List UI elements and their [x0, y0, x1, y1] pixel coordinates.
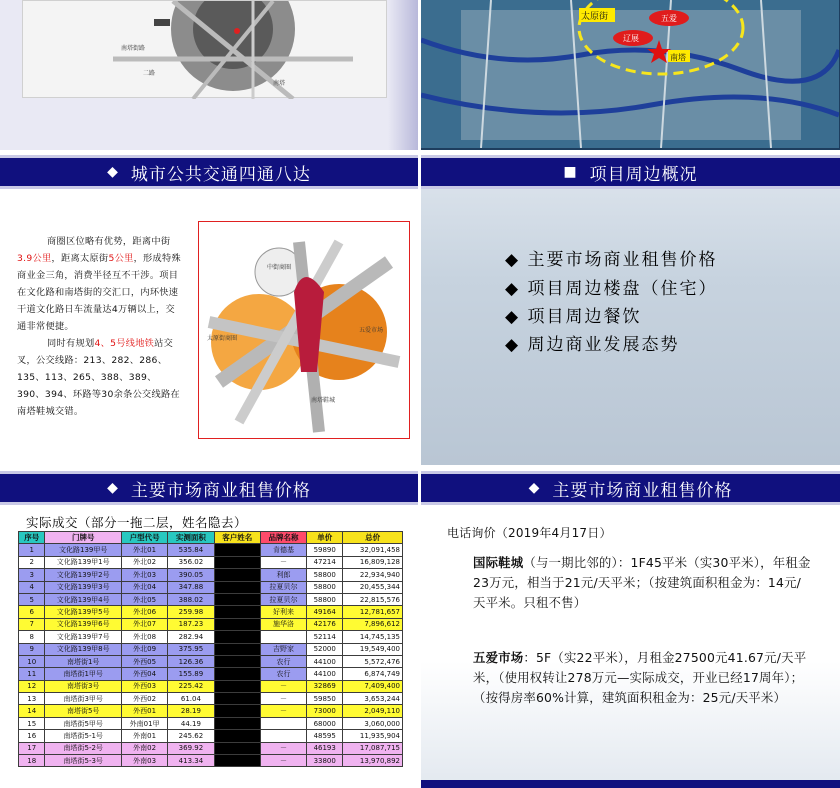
map-label: 辽展: [623, 34, 639, 43]
transit-diagram: [198, 221, 410, 439]
table-cell: 14,745,135: [343, 631, 403, 643]
table-cell: 10: [19, 655, 45, 667]
table-cell: 7,409,400: [343, 680, 403, 692]
table-cell: [214, 581, 260, 593]
map-label: 五爱: [661, 14, 677, 23]
diagram-label: 南塔鞋城: [311, 397, 336, 404]
table-cell: 390.05: [168, 569, 214, 581]
transit-header: [0, 155, 418, 189]
table-cell: 155.89: [168, 668, 214, 680]
diamond-bullet-icon: ◆: [505, 250, 528, 270]
surroundings-title: 项目周边概况: [589, 164, 698, 185]
diagram-label: 太原街商圈: [207, 335, 238, 342]
table-cell: 南塔街5-2号: [45, 742, 122, 754]
table-cell: 外北06: [121, 606, 167, 618]
table-cell: 南塔街5-3号: [45, 755, 122, 767]
table-cell: 52000: [307, 643, 343, 655]
surroundings-item: ◆ 周边商业发展态势: [505, 335, 680, 355]
table-cell: 22,934,940: [343, 569, 403, 581]
table-cell: 农行: [260, 655, 306, 667]
table-cell: 外北05: [121, 593, 167, 605]
table-cell: 44.19: [168, 717, 214, 729]
table-cell: 11,935,904: [343, 730, 403, 742]
table-cell: 肯德基: [260, 544, 306, 556]
table-cell: 文化路139甲4号: [45, 593, 122, 605]
inquiry-heading: 电话询价（2019年4月17日）: [447, 526, 612, 540]
table-cell: [214, 544, 260, 556]
table-cell: 文化路139甲号: [45, 544, 122, 556]
table-row: [19, 730, 403, 742]
table-cell: 28.19: [168, 705, 214, 717]
table-row: [19, 606, 403, 618]
diamond-bullet-icon: ◆: [107, 164, 119, 180]
table-cell: 42176: [307, 618, 343, 630]
table-row: [19, 593, 403, 605]
table-cell: [214, 643, 260, 655]
table-cell: 文化路139甲1号: [45, 556, 122, 568]
table-row: [19, 569, 403, 581]
table-cell: [260, 717, 306, 729]
column-header: 序号: [19, 532, 45, 544]
map-label: 太原街: [581, 12, 609, 22]
table-cell: 外西01: [121, 705, 167, 717]
table-cell: 文化路139甲6号: [45, 618, 122, 630]
transit-paragraph-2: 同时有规划4、5号线地铁站交叉，公交线路：213、282、286、135、113、265、388、389、390、394、环路等30余条公交线路在南塔鞋城交错。: [17, 338, 181, 417]
table-cell: [214, 742, 260, 754]
diamond-bullet-icon: ◆: [107, 480, 119, 496]
table-row: [19, 631, 403, 643]
deals-table-header: [19, 532, 403, 544]
table-cell: 259.98: [168, 606, 214, 618]
table-cell: 南塔街5号: [45, 705, 122, 717]
table-cell: 59850: [307, 693, 343, 705]
table-cell: －: [260, 680, 306, 692]
slide-city-map: [421, 0, 840, 150]
table-cell: 施华洛: [260, 618, 306, 630]
table-cell: [214, 717, 260, 729]
table-cell: [214, 693, 260, 705]
table-cell: 外西03: [121, 680, 167, 692]
table-cell: 4: [19, 581, 45, 593]
inquiry-paragraph-1: 国际鞋城（与一期比邻的）：1F45平米（实30平米），年租金23万元，相当于21元/天平米；（按建筑面积租金为：14元/天平米。只租不售）: [473, 555, 811, 610]
table-cell: 9: [19, 643, 45, 655]
table-cell: 文化路139甲5号: [45, 606, 122, 618]
table-cell: 外北03: [121, 569, 167, 581]
table-cell: 33800: [307, 755, 343, 767]
diamond-bullet-icon: ◆: [505, 307, 528, 327]
table-cell: 22,815,576: [343, 593, 403, 605]
table-cell: 南塔街3甲号: [45, 693, 122, 705]
table-cell: 文化路139甲7号: [45, 631, 122, 643]
table-cell: 59890: [307, 544, 343, 556]
table-cell: 44100: [307, 655, 343, 667]
table-cell: 15: [19, 717, 45, 729]
table-cell: 南塔街5-1号: [45, 730, 122, 742]
table-cell: 369.92: [168, 742, 214, 754]
table-cell: 南塔街1甲号: [45, 668, 122, 680]
table-cell: 3,060,000: [343, 717, 403, 729]
map-label: 南塔: [273, 80, 286, 87]
table-cell: 外北08: [121, 631, 167, 643]
table-cell: 好利来: [260, 606, 306, 618]
inquiry-paragraph-2: 五爱市场：5F（实22平米），月租金27500元41.67元/天平米，（使用权转让278万元—实际成交，开业已经17周年）；（按得房率60%计算，建筑面积租金为：25元/天平米）: [473, 650, 807, 705]
table-cell: 413.34: [168, 755, 214, 767]
table-cell: 外西05: [121, 655, 167, 667]
slide-surroundings: [421, 155, 840, 465]
table-cell: 6,874,749: [343, 668, 403, 680]
table-cell: [260, 631, 306, 643]
column-header: 门牌号: [45, 532, 122, 544]
column-header: 实测面积: [168, 532, 214, 544]
table-cell: 126.36: [168, 655, 214, 667]
table-cell: 225.42: [168, 680, 214, 692]
table-cell: 7: [19, 618, 45, 630]
table-cell: 吉野家: [260, 643, 306, 655]
table-cell: 外西04: [121, 668, 167, 680]
deals-title: 实际成交（部分一拖二层，姓名隐去）: [26, 515, 248, 530]
table-cell: 外西02: [121, 693, 167, 705]
table-cell: 拉夏贝尔: [260, 581, 306, 593]
table-cell: 文化路139甲2号: [45, 569, 122, 581]
table-row: [19, 668, 403, 680]
table-cell: [214, 705, 260, 717]
table-cell: 347.88: [168, 581, 214, 593]
table-row: [19, 655, 403, 667]
table-cell: [260, 730, 306, 742]
area-map: [22, 0, 387, 98]
table-cell: 8: [19, 631, 45, 643]
column-header: 总价: [343, 532, 403, 544]
surroundings-header: [421, 155, 840, 189]
table-cell: [214, 755, 260, 767]
table-cell: 外北02: [121, 556, 167, 568]
table-cell: 13: [19, 693, 45, 705]
slide-location-map: [0, 0, 418, 150]
table-row: [19, 717, 403, 729]
table-cell: 外南03: [121, 755, 167, 767]
table-cell: [214, 618, 260, 630]
transit-paragraph-1: 商圈区位略有优势，距离中街3.9公里，距离太原街5公里，形成特殊商业金三角，消费半径互不干涉。项目在文化路和南塔街的交汇口，内环快速干道文化路日车流量达4万辆以上，交通非常便捷。: [17, 236, 181, 332]
table-cell: [214, 556, 260, 568]
column-header: 品牌名称: [260, 532, 306, 544]
table-cell: [214, 655, 260, 667]
prices-title-left: 主要市场商业租售价格: [130, 480, 311, 501]
table-cell: 44100: [307, 668, 343, 680]
prices-header-right: [421, 471, 840, 505]
table-cell: 南塔街3号: [45, 680, 122, 692]
surroundings-item: ◆ 主要市场商业租售价格: [505, 250, 718, 270]
table-row: [19, 618, 403, 630]
table-cell: 187.23: [168, 618, 214, 630]
diamond-bullet-icon: ◆: [528, 480, 541, 496]
table-cell: 49164: [307, 606, 343, 618]
table-cell: 47214: [307, 556, 343, 568]
table-cell: 32869: [307, 680, 343, 692]
table-cell: 3: [19, 569, 45, 581]
table-cell: 外南01甲: [121, 717, 167, 729]
table-cell: 拉夏贝尔: [260, 593, 306, 605]
table-cell: 2: [19, 556, 45, 568]
table-cell: 6: [19, 606, 45, 618]
diamond-bullet-icon: ◆: [505, 335, 528, 355]
table-cell: 外南01: [121, 730, 167, 742]
surroundings-item: ◆ 项目周边餐饮: [505, 307, 642, 327]
diagram-label: 五爱市场: [359, 327, 384, 334]
table-cell: 17,087,715: [343, 742, 403, 754]
table-cell: [214, 593, 260, 605]
table-cell: 14: [19, 705, 45, 717]
table-cell: 18: [19, 755, 45, 767]
table-row: [19, 742, 403, 754]
table-cell: 68000: [307, 717, 343, 729]
table-cell: 文化路139甲8号: [45, 643, 122, 655]
table-cell: －: [260, 742, 306, 754]
table-cell: [214, 730, 260, 742]
table-cell: [214, 680, 260, 692]
table-cell: 南塔街5甲号: [45, 717, 122, 729]
slide-transit: [0, 155, 418, 465]
table-row: [19, 755, 403, 767]
table-cell: 388.02: [168, 593, 214, 605]
table-cell: 12,781,657: [343, 606, 403, 618]
table-cell: 13,970,892: [343, 755, 403, 767]
prices-title-right: 主要市场商业租售价格: [552, 480, 733, 501]
table-cell: 375.95: [168, 643, 214, 655]
table-cell: 3,653,244: [343, 693, 403, 705]
slide-inquiry: [421, 471, 840, 788]
table-cell: 5,572,476: [343, 655, 403, 667]
table-cell: 外南02: [121, 742, 167, 754]
table-row: [19, 705, 403, 717]
table-row: [19, 693, 403, 705]
table-cell: 17: [19, 742, 45, 754]
table-cell: 7,896,612: [343, 618, 403, 630]
table-cell: 外北07: [121, 618, 167, 630]
table-cell: 46193: [307, 742, 343, 754]
square-bullet-icon: ■: [563, 164, 578, 180]
table-cell: 农行: [260, 668, 306, 680]
table-cell: 356.02: [168, 556, 214, 568]
table-cell: 利郎: [260, 569, 306, 581]
table-cell: [214, 631, 260, 643]
table-cell: 1: [19, 544, 45, 556]
table-cell: 12: [19, 680, 45, 692]
surroundings-item: ◆ 项目周边楼盘（住宅）: [505, 279, 718, 299]
map-label: 南塔: [670, 53, 686, 62]
map-label: 南塔街路: [121, 45, 146, 52]
table-row: [19, 643, 403, 655]
table-cell: 282.94: [168, 631, 214, 643]
table-cell: 19,549,400: [343, 643, 403, 655]
table-cell: 5: [19, 593, 45, 605]
city-map: [421, 0, 839, 148]
table-cell: [214, 606, 260, 618]
column-header: 户型代号: [121, 532, 167, 544]
table-cell: 58800: [307, 569, 343, 581]
map-label: 二路: [143, 70, 156, 77]
table-cell: 20,455,344: [343, 581, 403, 593]
table-cell: －: [260, 705, 306, 717]
table-cell: 52114: [307, 631, 343, 643]
prices-header-left: [0, 471, 418, 505]
table-cell: 61.04: [168, 693, 214, 705]
table-row: [19, 544, 403, 556]
table-row: [19, 556, 403, 568]
table-cell: 16: [19, 730, 45, 742]
column-header: 单价: [307, 532, 343, 544]
table-cell: 2,049,110: [343, 705, 403, 717]
table-cell: －: [260, 755, 306, 767]
table-cell: 11: [19, 668, 45, 680]
column-header: 客户姓名: [214, 532, 260, 544]
table-cell: [214, 569, 260, 581]
table-cell: 外北01: [121, 544, 167, 556]
table-cell: [214, 668, 260, 680]
table-cell: 32,091,458: [343, 544, 403, 556]
table-cell: 南塔街1号: [45, 655, 122, 667]
table-row: [19, 581, 403, 593]
table-row: [19, 680, 403, 692]
table-cell: 外北04: [121, 581, 167, 593]
transit-title: 城市公共交通四通八达: [130, 164, 311, 185]
table-cell: 48595: [307, 730, 343, 742]
table-cell: 外北09: [121, 643, 167, 655]
table-cell: －: [260, 693, 306, 705]
table-cell: 535.84: [168, 544, 214, 556]
table-cell: 58800: [307, 593, 343, 605]
table-cell: －: [260, 556, 306, 568]
diamond-bullet-icon: ◆: [505, 279, 528, 299]
table-cell: 16,809,128: [343, 556, 403, 568]
table-cell: 245.62: [168, 730, 214, 742]
diagram-label: 中街商圈: [267, 264, 292, 271]
table-cell: 58800: [307, 581, 343, 593]
table-cell: 73000: [307, 705, 343, 717]
table-cell: 文化路139甲3号: [45, 581, 122, 593]
deals-table: [18, 531, 403, 767]
